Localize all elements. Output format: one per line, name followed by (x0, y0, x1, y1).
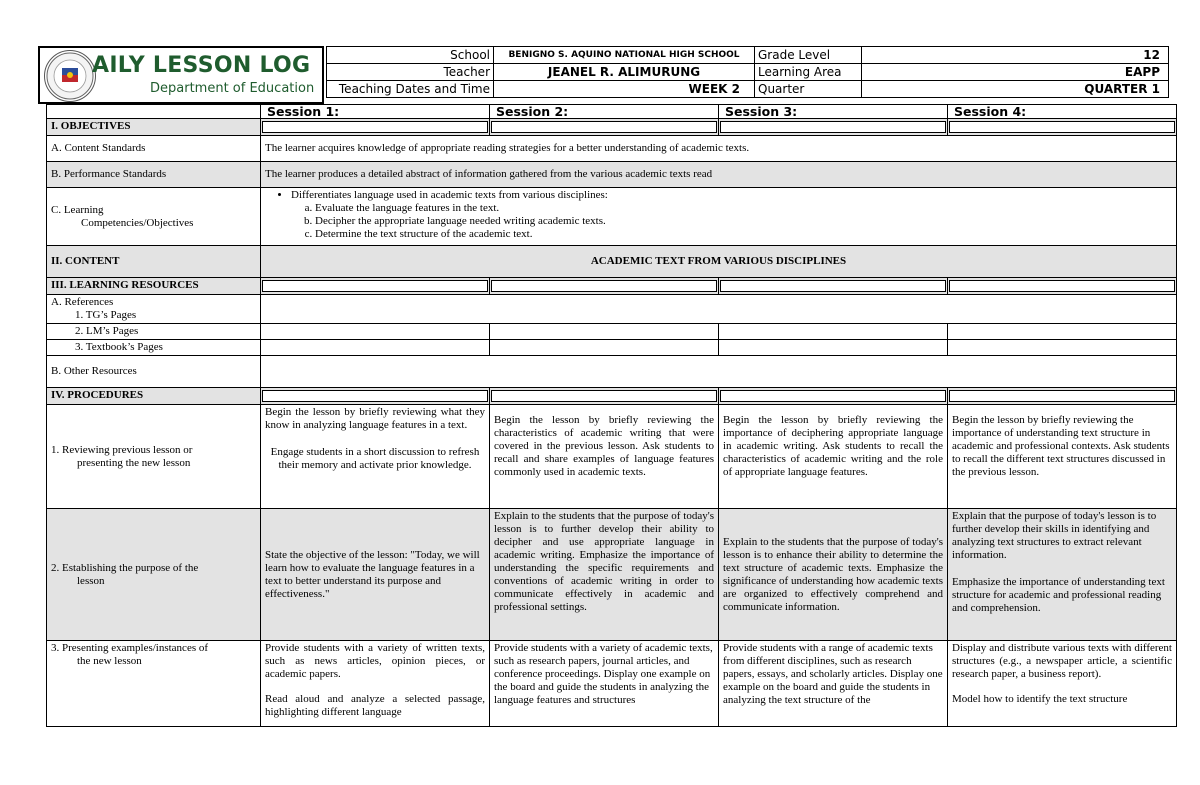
lm-pages-row (47, 324, 1177, 340)
deped-seal-icon (44, 50, 96, 102)
procedure-3-s4-p1: Display and distribute various texts with different structures (e.g., a newspaper article, a scientific research paper, a business report). (952, 642, 1172, 680)
content-text: ACADEMIC TEXT FROM VARIOUS DISCIPLINES (261, 246, 1177, 278)
procedure-row-1 (47, 405, 1177, 509)
procedure-2-label (47, 509, 261, 641)
competencies-label (47, 188, 261, 246)
procedure-3-label (47, 641, 261, 727)
procedure-2-s4-p2: Emphasize the importance of understanding text structure for academic and professional reading and comprehension. (952, 576, 1165, 614)
session-3-header: Session 3: (719, 105, 948, 119)
objectives-heading: I. OBJECTIVES (47, 119, 261, 136)
performance-standards-row (47, 162, 1177, 188)
teacher-label: Teacher (327, 64, 494, 81)
procedure-1-label-line1: 1. Reviewing previous lesson or (51, 443, 193, 456)
procedure-2-session-2: Explain to the students that the purpose of today's lesson is to further develop their ability to decipher and use appropriate language in academic writing. Emphasize the importance of understanding the specific requirements and conventions of academic writing in order to communicate effectively in academic and professional settings. (490, 509, 719, 641)
competency-item: b. Decipher the appropriate language needed writing academic texts. (315, 215, 1172, 228)
procedure-2-session-4 (948, 509, 1177, 641)
school-value: BENIGNO S. AQUINO NATIONAL HIGH SCHOOL (494, 47, 755, 64)
competencies-text (261, 188, 1177, 246)
session-4-header: Session 4: (948, 105, 1177, 119)
competencies-label-line1: C. Learning (51, 203, 104, 216)
procedure-2-label-line2: lesson (77, 574, 105, 587)
session-blank (47, 105, 261, 119)
procedure-3-session-1 (261, 641, 490, 727)
dates-label: Teaching Dates and Time (327, 81, 494, 98)
content-standards-row (47, 136, 1177, 162)
textbook-pages-label: 3. Textbook’s Pages (47, 340, 261, 356)
procedure-3-s1-p2: Read aloud and analyze a selected passage, highlighting different language (265, 693, 485, 718)
references-row (47, 295, 1177, 324)
procedures-heading-row (47, 388, 1177, 405)
header-table (326, 46, 1169, 98)
dates-value: WEEK 2 (494, 81, 755, 98)
teacher-value: JEANEL R. ALIMURUNG (494, 64, 755, 81)
other-resources-row (47, 356, 1177, 388)
content-standards-label: A. Content Standards (47, 136, 261, 162)
procedure-row-3 (47, 641, 1177, 727)
session-1-header: Session 1: (261, 105, 490, 119)
procedure-2-session-1: State the objective of the lesson: "Today, we will learn how to evaluate the language features in a text to better understand its purpose and effectiveness." (261, 509, 490, 641)
quarter-value: QUARTER 1 (862, 81, 1169, 98)
competency-bullet: • Differentiates language used in academic texts from various disciplines: (291, 189, 1172, 202)
procedure-3-s4-p2: Model how to identify the text structure (952, 693, 1128, 705)
references-value (261, 295, 1177, 324)
procedure-3-label-line1: 3. Presenting examples/instances of (51, 642, 209, 654)
competencies-label-line2: Competencies/Objectives (81, 216, 194, 229)
procedure-3-session-2: Provide students with a variety of academic texts, such as research papers, journal articles, and conference proceedings. Display one example on the board and guide the students in analyzing the language features and structures (490, 641, 719, 727)
department-name: Department of Education (150, 81, 315, 96)
resources-heading: III. LEARNING RESOURCES (47, 278, 261, 295)
procedure-2-label-line1: 2. Establishing the purpose of the (51, 561, 199, 574)
procedure-1-label (47, 405, 261, 509)
performance-standards-label: B. Performance Standards (47, 162, 261, 188)
competencies-row (47, 188, 1177, 246)
tg-pages-label: 1. TG’s Pages (75, 309, 137, 321)
procedure-2-s4-p1: Explain that the purpose of today's lesson is to further develop their skills in identifying and analyzing text structures to extract relevant information. (952, 510, 1157, 561)
procedure-row-2 (47, 509, 1177, 641)
procedure-1-s1-p2: Engage students in a short discussion to refresh their memory and activate prior knowledge. (270, 446, 480, 471)
procedures-heading: IV. PROCEDURES (47, 388, 261, 405)
performance-standards-text: The learner produces a detailed abstract of information gathered from the various academic texts read (261, 162, 1177, 188)
area-label: Learning Area (755, 64, 862, 81)
content-standards-text: The learner acquires knowledge of appropriate reading strategies for a better understanding of academic texts. (261, 136, 1177, 162)
procedure-1-label-line2: presenting the new lesson (77, 456, 191, 469)
other-resources-label: B. Other Resources (47, 356, 261, 388)
procedure-3-session-4 (948, 641, 1177, 727)
quarter-label: Quarter (755, 81, 862, 98)
school-label: School (327, 47, 494, 64)
procedure-3-label-line2: the new lesson (77, 655, 142, 667)
procedure-1-session-3: Begin the lesson by briefly reviewing the importance of deciphering appropriate language in academic writing. Ask students to recall the characteristics of academic writing and the role of appropriate language features. (719, 405, 948, 509)
content-heading: II. CONTENT (47, 246, 261, 278)
references-a: A. References (51, 296, 114, 308)
grade-label: Grade Level (755, 47, 862, 64)
grade-value: 12 (862, 47, 1169, 64)
log-title: AILY LESSON LOG (92, 53, 311, 78)
resources-heading-row (47, 278, 1177, 295)
procedure-3-s1-p1: Provide students with a variety of written texts, such as news articles, opinion pieces, or academic papers. (265, 642, 485, 680)
procedure-1-session-4: Begin the lesson by briefly reviewing the importance of understanding text structure in academic and professional contexts. Ask students to recall the different text structures discussed in the previous lesson. (948, 405, 1177, 509)
procedure-1-s1-p1: Begin the lesson by briefly reviewing what they know in analyzing language features in a text. (265, 406, 485, 431)
competency-item: a. Evaluate the language features in the text. (315, 202, 1172, 215)
lm-pages-label: 2. LM’s Pages (47, 324, 261, 340)
session-2-header: Session 2: (490, 105, 719, 119)
procedure-3-session-3: Provide students with a range of academic texts from different disciplines, such as research papers, essays, and scholarly articles. Display one example on the board and guide the students in analyzing the text structure of the (719, 641, 948, 727)
procedure-1-session-2: Begin the lesson by briefly reviewing the characteristics of academic writing that were covered in the previous lesson. Ask students to recall and share examples of language features commonly used in academic texts. (490, 405, 719, 509)
objectives-heading-row (47, 119, 1177, 136)
lesson-table (46, 104, 1177, 727)
session-row (47, 105, 1177, 119)
references-label (47, 295, 261, 324)
textbook-pages-row (47, 340, 1177, 356)
area-value: EAPP (862, 64, 1169, 81)
competency-item: c. Determine the text structure of the academic text. (315, 228, 1172, 241)
procedure-1-session-1 (261, 405, 490, 509)
content-row (47, 246, 1177, 278)
other-resources-value (261, 356, 1177, 388)
procedure-2-session-3: Explain to the students that the purpose of today's lesson is to enhance their ability to determine the text structure of academic texts. Emphasize the significance of understanding how academic texts are organized to effectively comprehend and communicate information. (719, 509, 948, 641)
